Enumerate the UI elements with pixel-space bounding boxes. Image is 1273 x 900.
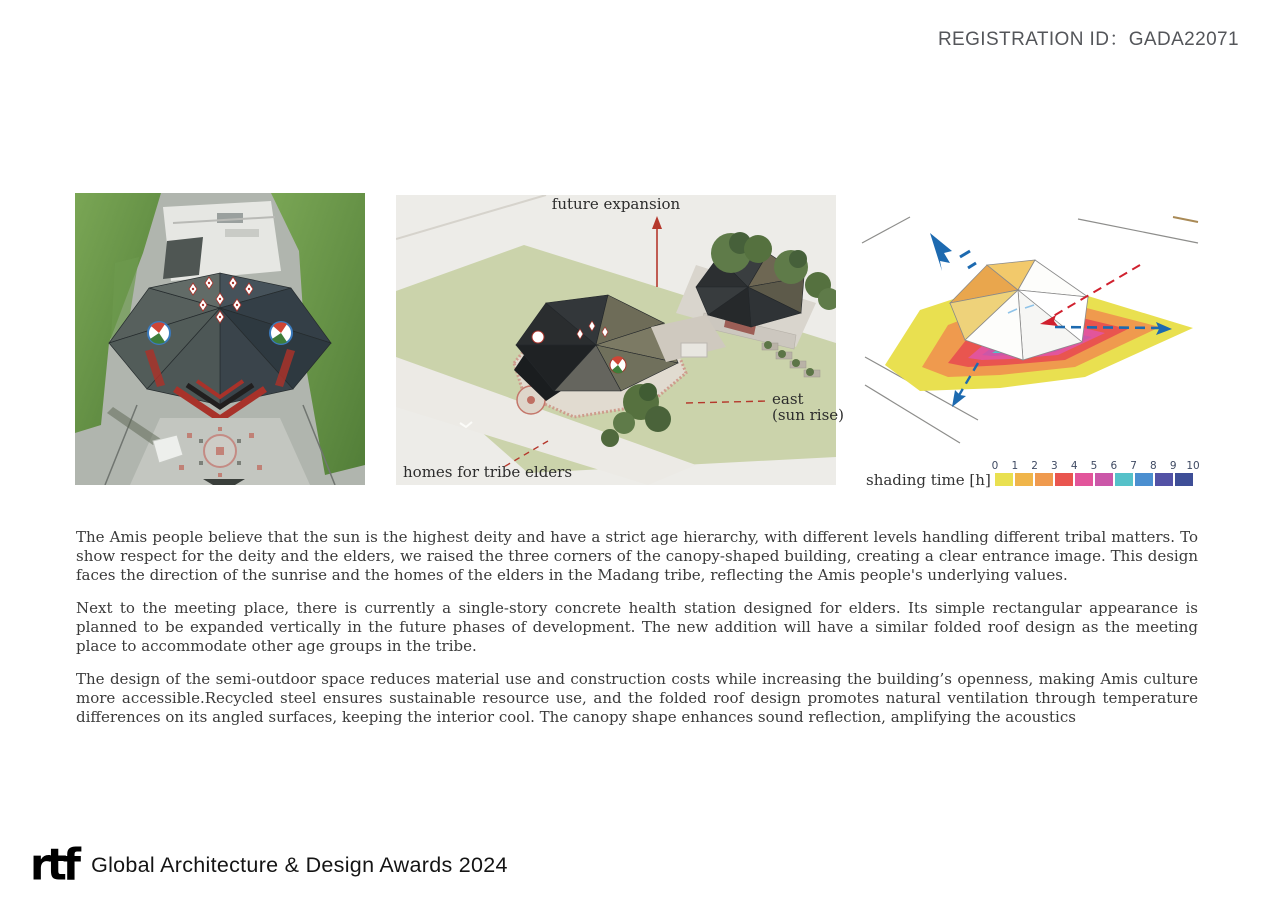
legend-swatch <box>1175 473 1193 486</box>
site-render-graphic <box>396 195 836 485</box>
site-render-figure <box>396 195 845 485</box>
label-east-line2: (sun rise) <box>772 405 845 424</box>
legend-tick: 9 <box>1169 460 1177 472</box>
legend-label: shading time [h] <box>866 471 991 489</box>
legend-swatch <box>1135 473 1153 486</box>
legend-swatch <box>1155 473 1173 486</box>
legend-swatch <box>1095 473 1113 486</box>
legend-scale <box>991 458 1200 488</box>
health-station-building <box>163 201 281 281</box>
legend-tick: 3 <box>1051 460 1058 472</box>
paragraph-design-concept: The Amis people believe that the sun is the highest deity and have a strict age hierarchy, with different levels handling different tribal matters. To show respect for the deity and the elders, we raised the three corners of the canopy-shaped building, creating a clear entrance image. This design faces the direction of the sunrise and the homes of the elders in the Madang tribe, reflecting the Amis people's underlying values. <box>76 528 1198 584</box>
legend-tick: 6 <box>1110 460 1118 472</box>
legend-tick: 4 <box>1070 460 1078 472</box>
legend-swatch <box>1075 473 1093 486</box>
legend-swatch <box>1115 473 1133 486</box>
rtf-logo: rtf <box>30 839 78 890</box>
legend-swatch <box>995 473 1013 486</box>
shading-diagram-figure <box>860 205 1200 467</box>
legend-tick: 5 <box>1090 460 1098 472</box>
description-text <box>76 528 1198 741</box>
paragraph-sustainability: The design of the semi-outdoor space reduces material use and construction costs while increasing the building’s openness, making Amis culture more accessible.Recycled steel ensures sustainable resource use, and the folded roof design promotes natural ventilation through temperature differences on its angled surfaces, keeping the interior cool. The canopy shape enhances sound reflection, amplifying the acoustics <box>76 670 1198 726</box>
legend-tick: 0 <box>991 460 999 472</box>
label-east-line1: east <box>772 390 804 408</box>
legend-tick: 10 <box>1186 460 1200 472</box>
shading-time-legend <box>862 458 1202 492</box>
legend-swatch <box>1055 473 1073 486</box>
legend-tick: 2 <box>1031 460 1038 472</box>
label-homes-for-tribe-elders: homes for tribe elders <box>403 463 573 481</box>
paragraph-health-station: Next to the meeting place, there is currently a single-story concrete health station designed for elders. Its simple rectangular appearance is planned to be expanded vertically in the future phases of development. The new addition will have a similar folded roof design as the meeting place to accommodate other age groups in the tribe. <box>76 599 1198 655</box>
shading-diagram-graphic <box>860 205 1200 467</box>
aerial-photo-figure <box>75 193 365 485</box>
legend-swatch <box>1035 473 1053 486</box>
footer <box>30 840 508 890</box>
legend-tick: 7 <box>1130 460 1137 472</box>
label-east-sunrise <box>772 392 844 423</box>
legend-tick: 8 <box>1150 460 1157 472</box>
legend-swatch <box>1015 473 1033 486</box>
legend-tick: 1 <box>1011 460 1019 472</box>
registration-id: REGISTRATION ID：GADA22071 <box>937 29 1239 50</box>
awards-title: Global Architecture & Design Awards 2024 <box>91 852 508 877</box>
label-future-expansion: future expansion <box>551 195 681 213</box>
aerial-photo-graphic <box>75 193 365 485</box>
shading-legend-bar <box>995 473 1193 486</box>
legend-tick-labels <box>991 460 1200 472</box>
